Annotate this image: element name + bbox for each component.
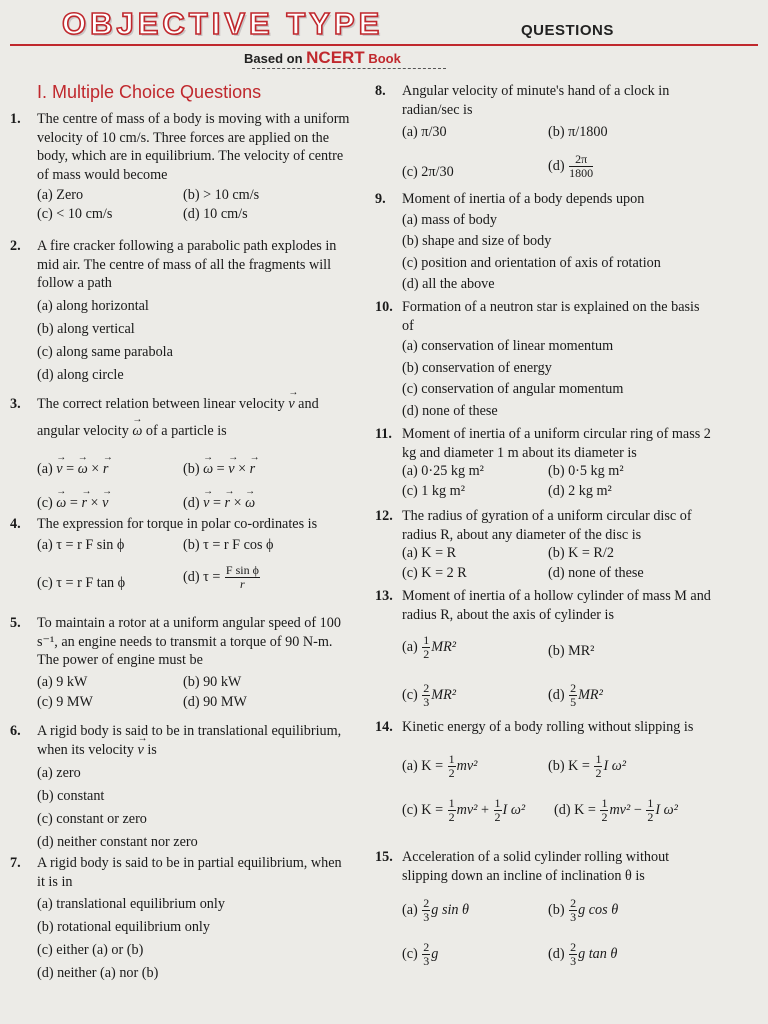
option-d[interactable]: (d) 10 cm/s [183, 206, 248, 223]
question-stem: Formation of a neutron star is explained on the basis of [402, 299, 700, 334]
vector-omega: → ω [78, 460, 88, 479]
question-15 [377, 848, 717, 975]
vector-r: → r [103, 460, 109, 479]
option-label: (d) [548, 686, 565, 703]
fraction [569, 897, 577, 924]
option-d[interactable]: (d) along circle [37, 366, 124, 383]
option-d[interactable]: (d) none of these [548, 565, 644, 582]
question-number: 7. [10, 855, 21, 871]
fraction [422, 634, 430, 661]
term: mv² [456, 757, 478, 774]
vector-omega: → ω [132, 422, 142, 441]
numerator: 1 [601, 795, 608, 810]
question-stem: Moment of inertia of a hollow cylinder of mass M and radius R, about the axis of cylinder is [402, 588, 711, 623]
page-banner-questions: QUESTIONS [521, 22, 614, 39]
subtitle-prefix: Based on [244, 51, 303, 66]
option-d[interactable] [548, 941, 617, 968]
option-c[interactable] [402, 797, 525, 824]
option-c[interactable]: (c) < 10 cm/s [37, 206, 113, 223]
option-label: (c) K = [402, 801, 444, 818]
term: mv² [456, 801, 478, 818]
term: g tan θ [578, 945, 618, 962]
vector-r: → r [250, 460, 256, 479]
mr2: MR² [431, 686, 457, 703]
denominator: 2 [595, 765, 602, 780]
stem-part: angular velocity [37, 422, 129, 439]
question-13 [377, 587, 713, 716]
option-label: (d) K = [554, 801, 596, 818]
option-c[interactable] [402, 941, 438, 968]
fraction [569, 941, 577, 968]
section-title: I. Multiple Choice Questions [37, 82, 262, 102]
option-b[interactable]: (b) > 10 cm/s [183, 187, 260, 204]
question-3 [12, 395, 350, 522]
fraction [448, 797, 456, 824]
term: I ω² [603, 757, 626, 774]
option-b[interactable]: (b) π/1800 [548, 124, 608, 141]
fraction [594, 753, 602, 780]
stem-part: The correct relation between linear velocity [37, 396, 285, 412]
vector-v: → v [102, 494, 108, 513]
stem-part: of a particle is [145, 422, 227, 439]
options [37, 448, 350, 522]
option-d[interactable] [548, 153, 594, 180]
question-stem: The radius of gyration of a uniform circular disc of radius R, about any diameter of the disc is [402, 508, 692, 543]
option-c[interactable]: (c) constant or zero [37, 811, 147, 828]
vector-v: → v [288, 395, 294, 414]
denominator: 3 [423, 695, 430, 710]
subtitle-underline [252, 68, 446, 69]
numerator: 2 [423, 681, 430, 696]
header-rule [10, 44, 758, 46]
option-a[interactable]: (a) conservation of linear momentum [402, 338, 614, 355]
denominator: 1800 [569, 166, 594, 181]
options [402, 885, 717, 975]
option-label: (b) K = [548, 757, 590, 774]
option-a[interactable]: (a) 0·25 kg m² [402, 463, 484, 480]
option-label: (b) [183, 461, 200, 478]
stem-part: and [298, 396, 319, 412]
option-b[interactable] [548, 897, 618, 924]
question-number: 9. [375, 191, 386, 207]
options [377, 210, 713, 296]
option-b[interactable]: (b) rotational equilibrium only [37, 919, 210, 936]
option-d[interactable]: (d) none of these [402, 402, 498, 419]
vector-v: → v [56, 460, 62, 479]
question-8 [377, 82, 713, 191]
denominator: r [240, 576, 245, 591]
fraction [225, 564, 260, 591]
option-label: (c) [402, 945, 418, 962]
option-d[interactable] [554, 797, 678, 824]
question-number: 8. [375, 83, 386, 99]
operator: + [480, 801, 489, 818]
question-stem [12, 722, 352, 759]
numerator: 2 [570, 896, 577, 911]
question-stem: A fire cracker following a parabolic path explodes in mid air. The centre of mass of all the fragments will follow a path [37, 238, 337, 292]
options [402, 119, 713, 191]
options [12, 295, 350, 387]
mr2: MR² [431, 638, 457, 655]
option-a[interactable]: (a) → v = → ω × → r [37, 460, 108, 479]
option-label: (a) [402, 901, 418, 918]
options [37, 534, 350, 594]
question-number: 2. [10, 238, 21, 254]
option-label: (c) [37, 495, 53, 512]
option-c[interactable]: (c) along same parabola [37, 343, 173, 360]
question-4 [12, 515, 350, 594]
subtitle-ncert: NCERT [306, 48, 365, 67]
question-7 [12, 854, 352, 985]
option-label: (d) [548, 945, 565, 962]
option-c[interactable]: (c) K = 2 R [402, 565, 467, 582]
fraction [422, 941, 430, 968]
option-b[interactable]: (b) constant [37, 788, 105, 805]
denominator: 2 [448, 765, 455, 780]
fraction [569, 682, 577, 709]
options [402, 544, 713, 584]
option-b[interactable]: (b) K = R/2 [548, 545, 614, 562]
question-number: 5. [10, 615, 21, 631]
subtitle-book: Book [368, 51, 401, 66]
question-1 [12, 110, 350, 224]
denominator: 2 [494, 809, 501, 824]
question-number: 3. [10, 396, 21, 412]
denominator: 2 [448, 809, 455, 824]
option-label: (a) [402, 638, 418, 655]
option-b[interactable]: (b) → ω = → v × → r [183, 460, 255, 479]
option-b[interactable]: (b) 0·5 kg m² [548, 463, 624, 480]
denominator: 5 [570, 695, 577, 710]
option-a[interactable]: (a) translational equilibrium only [37, 896, 225, 913]
option-label: (b) [548, 901, 565, 918]
question-9 [377, 190, 713, 296]
question-6 [12, 722, 352, 854]
option-d[interactable]: (d) neither constant nor zero [37, 834, 198, 851]
question-stem: The expression for torque in polar co-ordinates is [37, 516, 318, 532]
option-b[interactable]: (b) τ = r F cos ϕ [183, 536, 274, 553]
options [37, 670, 352, 710]
vector-omega: → ω [203, 460, 213, 479]
option-a[interactable]: (a) along horizontal [37, 297, 149, 314]
denominator: 3 [423, 910, 430, 925]
option-b[interactable]: (b) shape and size of body [402, 233, 552, 250]
fraction [422, 897, 430, 924]
fraction [494, 797, 502, 824]
option-c[interactable]: (c) conservation of angular momentum [402, 381, 624, 398]
option-c[interactable]: (c) → ω = → r × → v [37, 494, 108, 513]
option-label: (d) [548, 157, 565, 174]
denominator: 3 [570, 954, 577, 969]
option-d[interactable]: (d) all the above [402, 276, 495, 293]
option-c[interactable]: (c) 1 kg m² [402, 483, 465, 500]
question-stem: A rigid body is said to be in partial equilibrium, when it is in [37, 855, 342, 890]
question-number: 6. [10, 723, 21, 739]
option-a[interactable]: (a) mass of body [402, 211, 497, 228]
numerator: 1 [595, 751, 602, 766]
option-c[interactable]: (c) τ = r F tan ϕ [37, 574, 126, 591]
stem-part: A rigid body is said to be in translational equilibrium, when its velocity [37, 723, 342, 758]
question-number: 14. [375, 719, 393, 735]
fraction [448, 753, 456, 780]
option-label: (d) τ = [183, 568, 221, 585]
denominator: 2 [647, 809, 654, 824]
numerator: 1 [423, 633, 430, 648]
option-b[interactable]: (b) conservation of energy [402, 359, 552, 376]
options [402, 624, 713, 716]
term: mv² [609, 801, 631, 818]
question-number: 13. [375, 588, 393, 604]
option-c[interactable] [402, 682, 456, 709]
option-label: (a) [37, 461, 53, 478]
question-stem [12, 395, 350, 440]
page-banner-title: OBJECTIVE TYPE [62, 6, 384, 41]
numerator: 2π [569, 153, 593, 167]
option-d[interactable] [183, 564, 261, 591]
option-c[interactable]: (c) 9 MW [37, 693, 93, 710]
header-subtitle [244, 48, 401, 68]
question-stem: Moment of inertia of a uniform circular ring of mass 2 kg and diameter 1 m about its diameter is [402, 426, 711, 461]
question-stem: Moment of inertia of a body depends upon [402, 191, 645, 207]
mr2: MR² [578, 686, 603, 703]
option-a[interactable] [402, 897, 469, 924]
option-b[interactable]: (b) 90 kW [183, 673, 242, 690]
option-d[interactable]: (d) 90 MW [183, 693, 247, 710]
question-number: 10. [375, 299, 393, 315]
denominator: 3 [423, 954, 430, 969]
vector-v: → v [228, 460, 234, 479]
question-stem: Acceleration of a solid cylinder rolling without slipping down an incline of inclination θ is [402, 849, 670, 884]
option-label: (d) [183, 495, 200, 512]
question-stem: To maintain a rotor at a uniform angular speed of 100 s⁻¹, an engine needs to transmit a torque of 90 N-m. The power of engine must be [37, 615, 341, 669]
option-b[interactable]: (b) MR² [548, 643, 595, 660]
term: g [431, 945, 439, 962]
numerator: 2 [570, 681, 577, 696]
question-11 [377, 425, 713, 502]
option-a[interactable] [402, 753, 477, 780]
option-b[interactable]: (b) along vertical [37, 320, 135, 337]
denominator: 2 [601, 809, 608, 824]
vector-omega: → ω [56, 494, 66, 513]
stem-part: is [147, 741, 157, 758]
numerator: 1 [448, 751, 455, 766]
fraction [569, 153, 593, 180]
question-14 [377, 718, 713, 837]
question-number: 11. [375, 426, 392, 442]
option-b[interactable] [548, 753, 626, 780]
question-12 [377, 507, 713, 584]
options [37, 184, 350, 224]
vector-r: → r [225, 494, 231, 513]
term: I ω² [502, 801, 526, 818]
numerator: 1 [448, 795, 455, 810]
question-stem: Kinetic energy of a body rolling without slipping is [402, 719, 694, 735]
option-a[interactable]: (a) zero [37, 765, 81, 782]
vector-v: → v [203, 494, 209, 513]
question-stem: The centre of mass of a body is moving with a uniform velocity of 10 cm/s. Three forces are applied on the body, which are in equilibrium. The velocity of centre of mass would become [37, 111, 350, 183]
numerator: F sin ϕ [225, 562, 259, 577]
question-number: 4. [10, 516, 21, 532]
numerator: 2 [423, 940, 430, 955]
options [402, 737, 713, 837]
question-number: 12. [375, 508, 393, 524]
operator: − [633, 801, 642, 818]
option-d[interactable]: (d) neither (a) nor (b) [37, 965, 159, 982]
question-stem: Angular velocity of minute's hand of a clock in radian/sec is [402, 83, 670, 118]
fraction [600, 797, 608, 824]
question-5 [12, 614, 352, 710]
term: g sin θ [431, 901, 470, 918]
option-label: (a) K = [402, 757, 444, 774]
numerator: 2 [570, 940, 577, 955]
denominator: 2 [423, 647, 430, 662]
fraction [646, 797, 654, 824]
term: I ω² [655, 801, 678, 818]
option-label: (c) [402, 686, 418, 703]
option-a[interactable]: (a) 9 kW [37, 673, 88, 690]
option-c[interactable]: (c) either (a) or (b) [37, 942, 144, 959]
numerator: 1 [647, 795, 654, 810]
options [377, 336, 713, 422]
numerator: 1 [494, 795, 501, 810]
numerator: 2 [423, 896, 430, 911]
question-number: 1. [10, 111, 21, 127]
question-number: 15. [375, 849, 393, 865]
vector-r: → r [81, 494, 87, 513]
question-10 [377, 298, 713, 422]
option-d[interactable]: (d) → v = → r × → ω [183, 494, 255, 513]
options [12, 762, 352, 854]
vector-v: → v [137, 741, 143, 760]
option-a[interactable]: (a) K = R [402, 545, 457, 562]
denominator: 3 [570, 910, 577, 925]
options [12, 893, 352, 985]
fraction [422, 682, 430, 709]
option-a[interactable]: (a) π/30 [402, 124, 447, 141]
options [402, 462, 713, 502]
option-a[interactable]: (a) τ = r F sin ϕ [37, 536, 125, 553]
option-a[interactable] [402, 634, 456, 661]
question-2 [12, 237, 350, 387]
option-d[interactable]: (d) 2 kg m² [548, 483, 612, 500]
option-c[interactable]: (c) position and orientation of axis of rotation [402, 254, 661, 271]
option-a[interactable]: (a) Zero [37, 187, 84, 204]
term: g cos θ [578, 901, 619, 918]
vector-omega: → ω [245, 494, 255, 513]
option-d[interactable] [548, 682, 603, 709]
option-c[interactable]: (c) 2π/30 [402, 164, 454, 181]
